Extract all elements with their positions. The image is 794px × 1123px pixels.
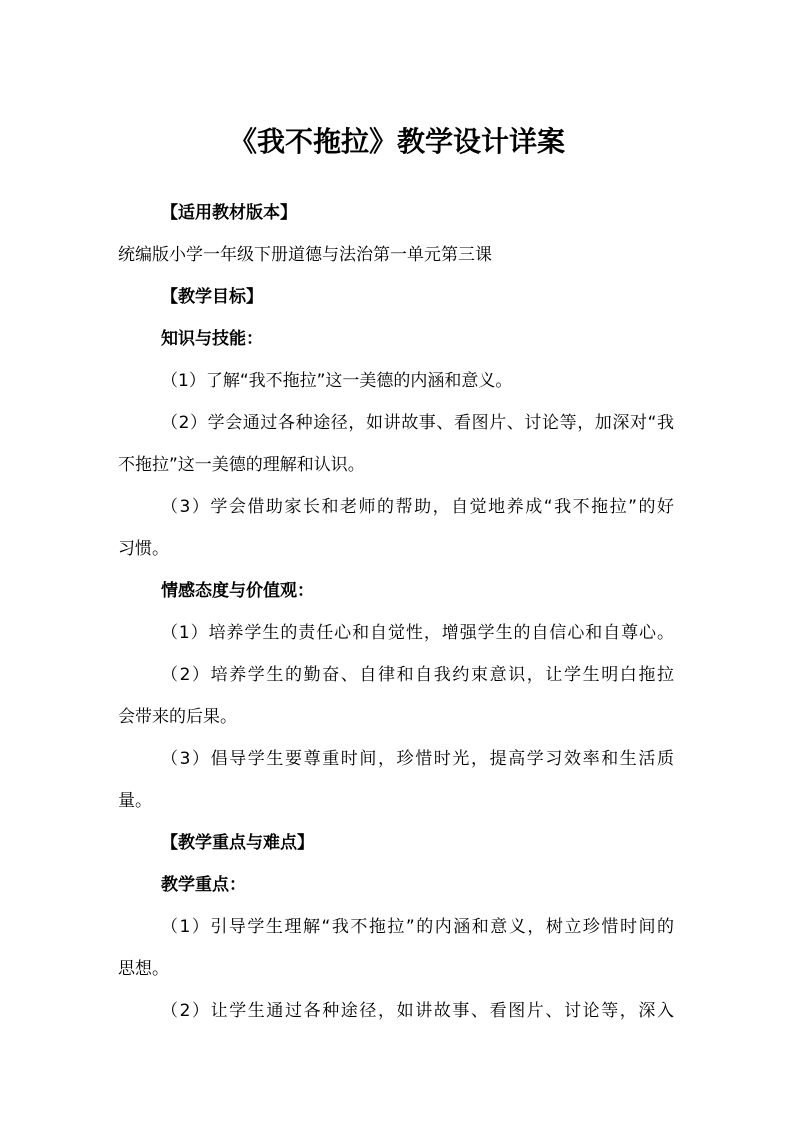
paragraph-line: （3）学会借助家长和老师的帮助，自觉地养成“我不拖拉”的好 [161, 497, 674, 517]
subheading-emotion: 情感态度与价值观： [161, 581, 314, 601]
paragraph-line: （3）倡导学生要尊重时间，珍惜时光，提高学习效率和生活质 [161, 749, 674, 769]
paragraph-line: 不拖拉”这一美德的理解和认识。 [118, 455, 365, 475]
paragraph-line: （1）引导学生理解“我不拖拉”的内涵和意义，树立珍惜时间的 [161, 917, 674, 937]
paragraph-line: （2）学会通过各种途径，如讲故事、看图片、讨论等，加深对“我 [161, 413, 674, 433]
section-heading-version: 【适用教材版本】 [161, 203, 297, 223]
section-heading-key-points: 【教学重点与难点】 [161, 833, 314, 853]
subheading-key: 教学重点： [161, 875, 246, 895]
subheading-knowledge: 知识与技能： [161, 329, 263, 349]
paragraph-line: （1）培养学生的责任心和自觉性，增强学生的自信心和自尊心。 [161, 623, 674, 643]
paragraph-line: 会带来的后果。 [118, 707, 237, 727]
paragraph-line: （2）培养学生的勤奋、自律和自我约束意识，让学生明白拖拉 [161, 665, 674, 685]
section-heading-goals: 【教学目标】 [161, 287, 263, 307]
version-text: 统编版小学一年级下册道德与法治第一单元第三课 [118, 245, 492, 265]
paragraph-line: 量。 [118, 791, 152, 811]
paragraph-line: 习惯。 [118, 539, 169, 559]
page-title: 《我不拖拉》教学设计详案 [228, 125, 565, 158]
paragraph-line: 思想。 [118, 959, 169, 979]
paragraph-line: （1）了解“我不拖拉”这一美德的内涵和意义。 [161, 371, 513, 391]
paragraph-line: （2）让学生通过各种途径，如讲故事、看图片、讨论等，深入 [161, 1001, 674, 1021]
